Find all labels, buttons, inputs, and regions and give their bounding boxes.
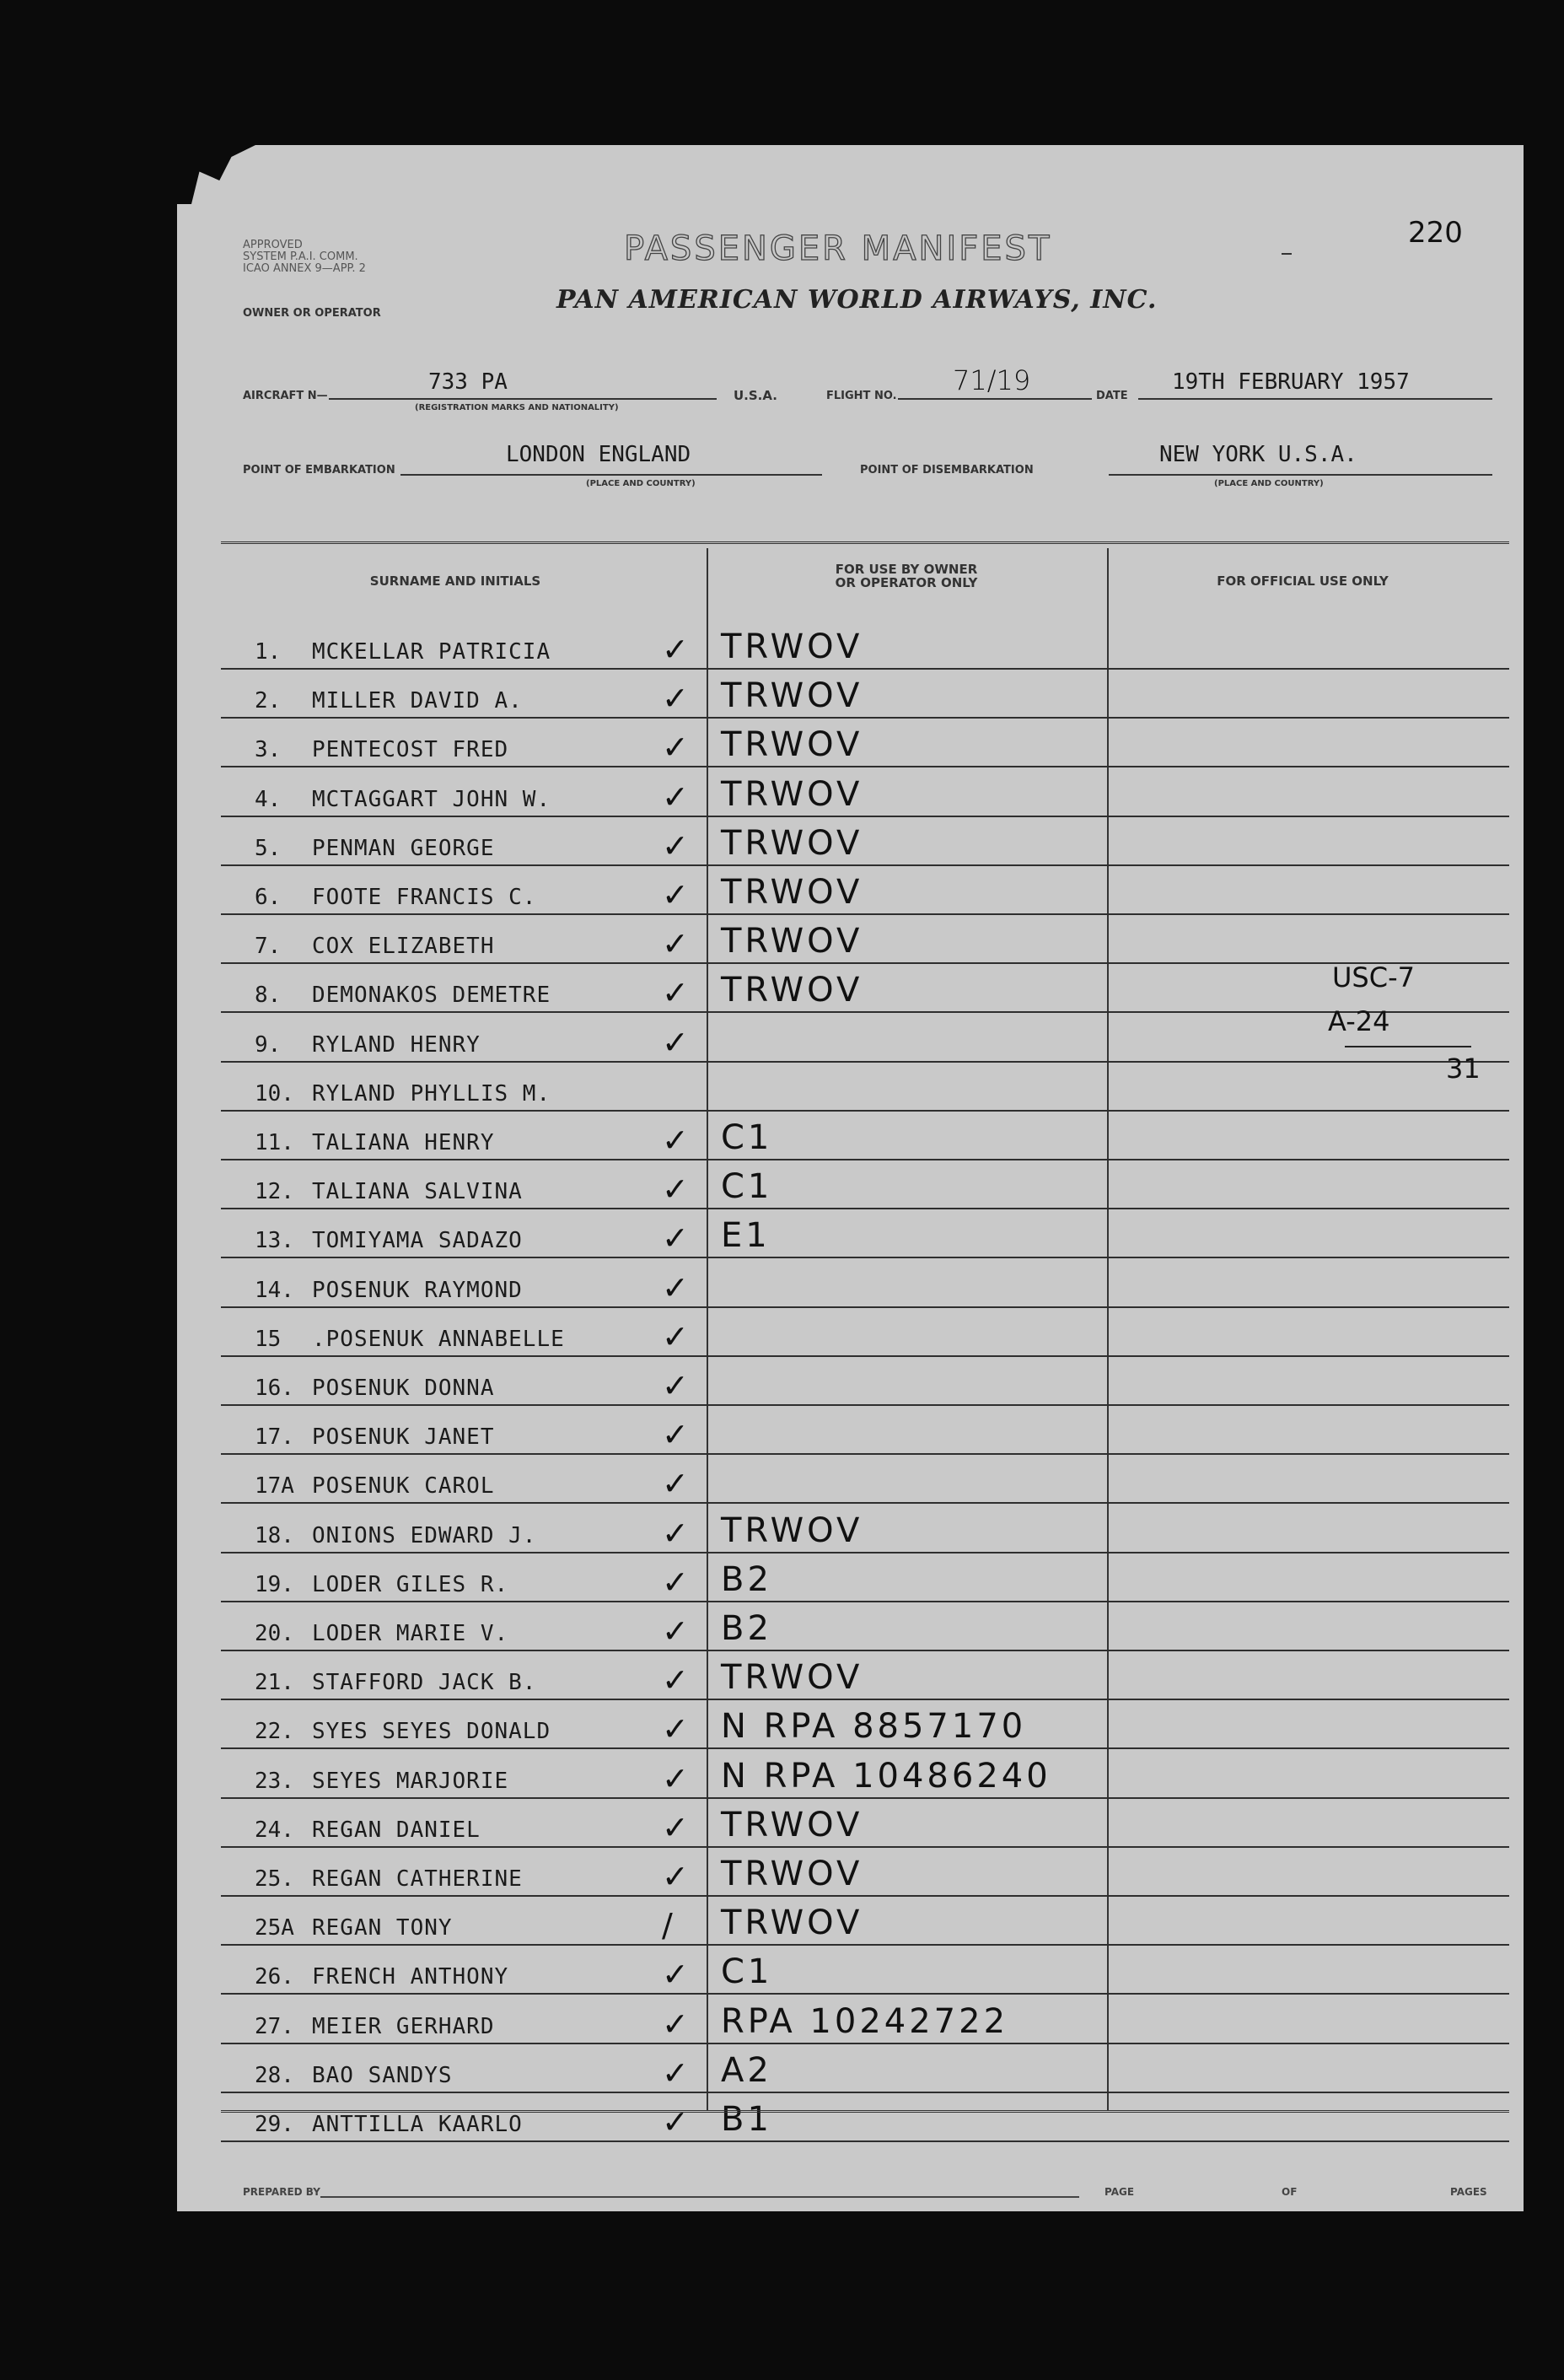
table-row-line bbox=[221, 1306, 1509, 1308]
passenger-checkmark: ✓ bbox=[662, 1514, 689, 1552]
table-row-line bbox=[221, 1944, 1509, 1946]
pages-label: PAGES bbox=[1450, 2186, 1487, 2198]
passenger-checkmark: ✓ bbox=[662, 2054, 689, 2092]
passenger-number: 19. bbox=[255, 1571, 294, 1597]
torn-corner bbox=[175, 145, 255, 204]
passenger-name: FRENCH ANTHONY bbox=[312, 1964, 509, 1990]
passenger-checkmark: ✓ bbox=[662, 1367, 689, 1404]
passenger-name: REGAN DANIEL bbox=[312, 1817, 481, 1843]
table-row-line bbox=[221, 1355, 1509, 1357]
flight-label: FLIGHT NO. bbox=[826, 390, 897, 402]
prepared-by-line bbox=[320, 2196, 1079, 2198]
flight-value: 71/19 bbox=[953, 364, 1031, 396]
passenger-code: N RPA 10486240 bbox=[721, 1756, 1051, 1796]
passenger-name: POSENUK CAROL bbox=[312, 1473, 495, 1500]
passenger-checkmark: ✓ bbox=[662, 1858, 689, 1895]
passenger-name: POSENUK RAYMOND bbox=[312, 1277, 523, 1303]
passenger-checkmark: ✓ bbox=[662, 729, 689, 767]
official-note-usc: USC-7 bbox=[1332, 961, 1415, 993]
passenger-name: TOMIYAMA SADAZO bbox=[312, 1228, 523, 1254]
passenger-name: MEIER GERHARD bbox=[312, 2013, 495, 2039]
table-row-line bbox=[221, 1453, 1509, 1455]
official-note-total: 31 bbox=[1446, 1053, 1481, 1085]
table-row-line bbox=[221, 2092, 1509, 2093]
passenger-code: RPA 10242722 bbox=[721, 2001, 1009, 2041]
passenger-code: N RPA 8857170 bbox=[721, 1707, 1027, 1747]
passenger-number: 4. bbox=[255, 786, 282, 812]
table-row-line bbox=[221, 913, 1509, 915]
passenger-number: 24. bbox=[255, 1817, 294, 1843]
table-row-line bbox=[221, 1502, 1509, 1504]
passenger-checkmark: ✓ bbox=[662, 925, 689, 963]
passenger-checkmark: ✓ bbox=[662, 827, 689, 864]
page-label: PAGE bbox=[1104, 2186, 1135, 2198]
passenger-number: 3. bbox=[255, 737, 282, 763]
passenger-checkmark: ✓ bbox=[662, 1416, 689, 1454]
passenger-code: TRWOV bbox=[721, 1510, 863, 1550]
passenger-code: TRWOV bbox=[721, 873, 863, 912]
passenger-number: 5. bbox=[255, 835, 282, 861]
disembark-underline bbox=[1109, 474, 1492, 476]
date-label: DATE bbox=[1096, 390, 1128, 402]
passenger-name: DEMONAKOS DEMETRE bbox=[312, 983, 551, 1009]
table-row-line bbox=[221, 2043, 1509, 2044]
surname-column-header: SURNAME AND INITIALS bbox=[369, 573, 541, 589]
passenger-number: 20. bbox=[255, 1621, 294, 1646]
passenger-checkmark: ✓ bbox=[662, 1808, 689, 1846]
passenger-name: SYES SEYES DONALD bbox=[312, 1719, 551, 1745]
manifest-page bbox=[177, 145, 1524, 2211]
passenger-name: LODER MARIE V. bbox=[312, 1621, 509, 1646]
passenger-number: 13. bbox=[255, 1228, 294, 1254]
passenger-code: E1 bbox=[721, 1216, 771, 1256]
passenger-code: TRWOV bbox=[721, 823, 863, 863]
of-label: OF bbox=[1282, 2186, 1298, 2198]
passenger-number: 7. bbox=[255, 934, 282, 960]
table-row-line bbox=[221, 1552, 1509, 1553]
passenger-code: TRWOV bbox=[721, 971, 863, 1010]
table-row-line bbox=[221, 1061, 1509, 1063]
table-row-line bbox=[221, 1208, 1509, 1209]
official-column-header: FOR OFFICIAL USE ONLY bbox=[1217, 573, 1389, 589]
passenger-checkmark: ✓ bbox=[662, 1613, 689, 1650]
passenger-name: REGAN TONY bbox=[312, 1915, 453, 1941]
table-row-line bbox=[221, 1895, 1509, 1897]
passenger-name: COX ELIZABETH bbox=[312, 934, 495, 960]
date-underline bbox=[1138, 398, 1492, 400]
embark-underline bbox=[400, 474, 822, 476]
table-row-line bbox=[221, 1011, 1509, 1013]
table-row-line bbox=[221, 717, 1509, 719]
date-value: 19TH FEBRUARY 1957 bbox=[1172, 369, 1410, 395]
passenger-checkmark: ✓ bbox=[662, 1759, 689, 1797]
passenger-code: B1 bbox=[721, 2100, 772, 2139]
passenger-name: ONIONS EDWARD J. bbox=[312, 1522, 537, 1548]
table-row-line bbox=[221, 1797, 1509, 1799]
passenger-checkmark: ✓ bbox=[662, 1171, 689, 1209]
passenger-name: BAO SANDYS bbox=[312, 2062, 453, 2088]
passenger-code: C1 bbox=[721, 1167, 773, 1207]
passenger-number: 9. bbox=[255, 1031, 282, 1058]
table-row-line bbox=[221, 962, 1509, 964]
table-row-line bbox=[221, 816, 1509, 817]
approval-note-line-2: SYSTEM P.A.I. COMM. bbox=[243, 250, 358, 263]
passenger-checkmark: ✓ bbox=[662, 1268, 689, 1306]
column-divider-1 bbox=[707, 548, 708, 2110]
table-row-line bbox=[221, 1747, 1509, 1749]
approval-note-line-1: APPROVED bbox=[243, 239, 303, 251]
passenger-name: POSENUK DONNA bbox=[312, 1376, 495, 1401]
passenger-checkmark: ✓ bbox=[662, 2005, 689, 2043]
owner-label: OWNER OR OPERATOR bbox=[243, 307, 381, 320]
passenger-code: TRWOV bbox=[721, 922, 863, 961]
aircraft-underline bbox=[329, 398, 717, 400]
table-row-line bbox=[221, 766, 1509, 767]
aircraft-label: AIRCRAFT N— bbox=[243, 390, 328, 402]
disembark-value: NEW YORK U.S.A. bbox=[1159, 442, 1357, 467]
passenger-name: RYLAND PHYLLIS M. bbox=[312, 1080, 551, 1107]
passenger-code: C1 bbox=[721, 1118, 773, 1157]
dash-mark bbox=[1282, 253, 1292, 255]
passenger-code: TRWOV bbox=[721, 725, 863, 765]
owner-value: PAN AMERICAN WORLD AIRWAYS, INC. bbox=[556, 285, 1158, 315]
passenger-name: TALIANA SALVINA bbox=[312, 1179, 523, 1205]
passenger-number: 18. bbox=[255, 1522, 294, 1548]
passenger-code: B2 bbox=[721, 1559, 772, 1599]
passenger-number: 12. bbox=[255, 1179, 294, 1205]
passenger-number: 23. bbox=[255, 1768, 294, 1794]
embark-label: POINT OF EMBARKATION bbox=[243, 464, 395, 477]
owner-column-header-line-2: OR OPERATOR ONLY bbox=[835, 575, 978, 590]
table-row-line bbox=[221, 1846, 1509, 1848]
embark-place-caption: (PLACE AND COUNTRY) bbox=[586, 479, 696, 488]
passenger-name: .POSENUK ANNABELLE bbox=[312, 1326, 565, 1352]
registration-caption: (REGISTRATION MARKS AND NATIONALITY) bbox=[415, 403, 619, 412]
passenger-name: MCTAGGART JOHN W. bbox=[312, 786, 551, 812]
passenger-number: 14. bbox=[255, 1277, 294, 1303]
passenger-name: POSENUK JANET bbox=[312, 1424, 495, 1451]
passenger-name: RYLAND HENRY bbox=[312, 1031, 481, 1058]
approval-note-line-3: ICAO ANNEX 9—APP. 2 bbox=[243, 262, 366, 275]
table-row-line bbox=[221, 668, 1509, 670]
usa-label: U.S.A. bbox=[734, 388, 777, 403]
passenger-code: C1 bbox=[721, 1952, 773, 1992]
passenger-name: TALIANA HENRY bbox=[312, 1130, 495, 1155]
passenger-code: TRWOV bbox=[721, 1855, 863, 1893]
passenger-checkmark: ✓ bbox=[662, 1023, 689, 1061]
passenger-number: 1. bbox=[255, 639, 282, 665]
passenger-code: TRWOV bbox=[721, 774, 863, 814]
page-number: 220 bbox=[1408, 216, 1463, 250]
passenger-checkmark: ✓ bbox=[662, 1220, 689, 1257]
passenger-number: 26. bbox=[255, 1964, 294, 1990]
passenger-number: 29. bbox=[255, 2112, 294, 2137]
passenger-name: LODER GILES R. bbox=[312, 1571, 509, 1597]
table-row-line bbox=[221, 1699, 1509, 1700]
passenger-name: SEYES MARJORIE bbox=[312, 1768, 509, 1794]
passenger-checkmark: ✓ bbox=[662, 1465, 689, 1503]
passenger-name: PENTECOST FRED bbox=[312, 737, 509, 763]
passenger-number: 10. bbox=[255, 1080, 294, 1107]
embark-value: LONDON ENGLAND bbox=[506, 442, 691, 467]
passenger-checkmark: ✓ bbox=[662, 680, 689, 718]
table-bottom-rule bbox=[221, 2110, 1509, 2113]
table-row-line bbox=[221, 1159, 1509, 1160]
passenger-code: TRWOV bbox=[721, 1903, 863, 1943]
disembark-label: POINT OF DISEMBARKATION bbox=[860, 464, 1034, 477]
passenger-number: 22. bbox=[255, 1719, 294, 1745]
passenger-checkmark: ✓ bbox=[662, 1956, 689, 1994]
column-divider-2 bbox=[1107, 548, 1109, 2110]
passenger-checkmark: ✓ bbox=[662, 1563, 689, 1601]
table-row-line bbox=[221, 1601, 1509, 1602]
aircraft-value: 733 PA bbox=[428, 369, 508, 395]
table-row-line bbox=[221, 1257, 1509, 1258]
passenger-checkmark: ✓ bbox=[662, 1317, 689, 1355]
table-row-line bbox=[221, 1650, 1509, 1651]
passenger-number: 2. bbox=[255, 688, 282, 714]
passenger-checkmark: ✓ bbox=[662, 1661, 689, 1699]
passenger-checkmark: ✓ bbox=[662, 876, 689, 913]
manifest-title: PASSENGER MANIFEST bbox=[624, 229, 1052, 268]
passenger-number: 25A bbox=[255, 1915, 294, 1941]
table-top-rule bbox=[221, 541, 1509, 544]
passenger-checkmark: ✓ bbox=[662, 631, 689, 668]
passenger-number: 17A bbox=[255, 1473, 294, 1500]
passenger-number: 16. bbox=[255, 1376, 294, 1401]
table-row-line bbox=[221, 864, 1509, 866]
passenger-name: REGAN CATHERINE bbox=[312, 1866, 523, 1892]
passenger-number: 6. bbox=[255, 885, 282, 910]
passenger-code: TRWOV bbox=[721, 676, 863, 716]
passenger-number: 28. bbox=[255, 2062, 294, 2088]
approval-note bbox=[243, 240, 366, 275]
passenger-code: TRWOV bbox=[721, 1658, 863, 1698]
passenger-name: MCKELLAR PATRICIA bbox=[312, 639, 551, 665]
disembark-place-caption: (PLACE AND COUNTRY) bbox=[1214, 479, 1324, 488]
owner-column-header-line-1: FOR USE BY OWNER bbox=[835, 562, 978, 577]
passenger-name: STAFFORD JACK B. bbox=[312, 1670, 537, 1696]
official-note-a: A-24 bbox=[1328, 1005, 1390, 1037]
prepared-by-label: PREPARED BY bbox=[243, 2186, 320, 2198]
passenger-code: TRWOV bbox=[721, 627, 863, 666]
table-row-line bbox=[221, 1404, 1509, 1406]
passenger-number: 25. bbox=[255, 1866, 294, 1892]
passenger-number: 8. bbox=[255, 983, 282, 1009]
passenger-code: TRWOV bbox=[721, 1805, 863, 1844]
passenger-checkmark: ✓ bbox=[662, 974, 689, 1012]
passenger-number: 15 bbox=[255, 1326, 282, 1352]
passenger-checkmark: ✓ bbox=[662, 778, 689, 816]
official-sum-line bbox=[1345, 1046, 1471, 1047]
passenger-number: 27. bbox=[255, 2013, 294, 2039]
table-row-line bbox=[221, 1110, 1509, 1112]
flight-underline bbox=[898, 398, 1092, 400]
passenger-checkmark: / bbox=[662, 1907, 673, 1945]
table-row-line bbox=[221, 2140, 1509, 2142]
passenger-name: PENMAN GEORGE bbox=[312, 835, 495, 861]
passenger-name: FOOTE FRANCIS C. bbox=[312, 885, 537, 910]
table-row-line bbox=[221, 1993, 1509, 1995]
passenger-number: 21. bbox=[255, 1670, 294, 1696]
passenger-code: B2 bbox=[721, 1609, 772, 1648]
passenger-checkmark: ✓ bbox=[662, 1122, 689, 1159]
passenger-number: 11. bbox=[255, 1130, 294, 1155]
passenger-name: ANTTILLA KAARLO bbox=[312, 2112, 523, 2137]
passenger-name: MILLER DAVID A. bbox=[312, 688, 523, 714]
passenger-number: 17. bbox=[255, 1424, 294, 1451]
passenger-code: A2 bbox=[721, 2050, 772, 2090]
passenger-checkmark: ✓ bbox=[662, 1710, 689, 1748]
passenger-checkmark: ✓ bbox=[662, 2103, 689, 2140]
